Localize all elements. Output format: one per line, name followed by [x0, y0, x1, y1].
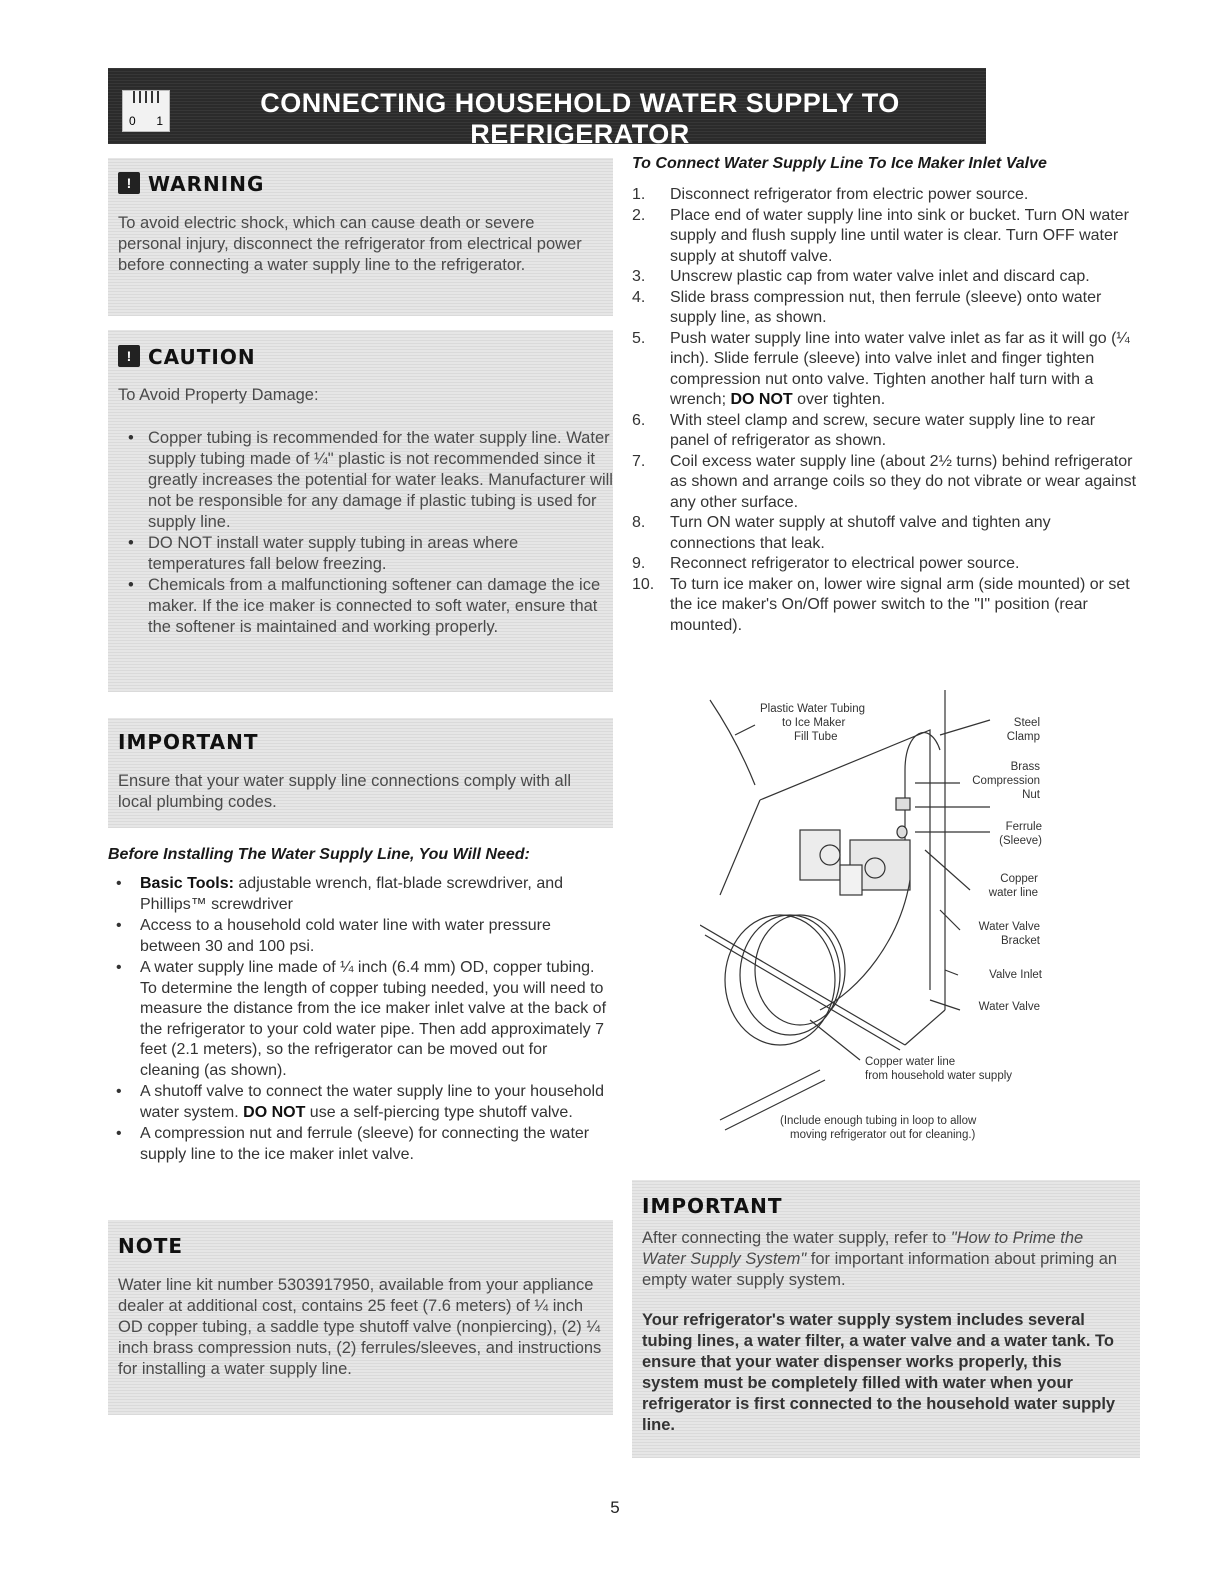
caution-list	[126, 428, 618, 638]
important-text: Ensure that your water supply line connections comply with all local plumbing codes.	[118, 772, 572, 811]
label-valve-inlet: Valve Inlet	[989, 969, 1042, 981]
caution-item: • Copper tubing is recommended for the water supply line. Water supply tubing made of ¼" plastic is not recommended since it greatly increases the potential for water leaks. Manufacturer will not be responsible for any damage if plastic tubing is used for supply line.	[148, 428, 618, 533]
warning-title: WARNING	[148, 172, 265, 196]
connect-heading: To Connect Water Supply Line To Ice Maker Inlet Valve	[632, 155, 1047, 172]
step-item: 6. With steel clamp and screw, secure water supply line to rear panel of refrigerator as shown.	[632, 411, 1096, 449]
step-item: 10. To turn ice maker on, lower wire signal arm (side mounted) or set the ice maker's On/Off power switch to the "I" position (rear mounted).	[632, 575, 1130, 634]
step-item: 7. Coil excess water supply line (about 2½ turns) behind refrigerator as shown and arrange coils so they do not vibrate or wear against any other surface.	[632, 452, 1137, 511]
page-number: 5	[610, 1498, 620, 1517]
label-water-valve: Water Valve	[978, 1001, 1040, 1013]
important-title: IMPORTANT	[642, 1194, 783, 1218]
caution-item: • DO NOT install water supply tubing in areas where temperatures fall below freezing.	[148, 533, 618, 575]
before-installing-heading: Before Installing The Water Supply Line, You Will Need:	[108, 846, 530, 863]
icon-label-0: 0	[129, 114, 136, 128]
warning-triangle-icon: !	[118, 345, 140, 367]
label-copper-line: Copper water line	[988, 873, 1038, 899]
label-steel-clamp: Steel Clamp	[1006, 717, 1040, 743]
warning-triangle-icon: !	[118, 172, 140, 194]
important-prime-text: After connecting the water supply, refer to "How to Prime the Water Supply System" for important information about priming an empty water supply system.	[642, 1229, 1118, 1289]
label-loop-note: (Include enough tubing in loop to allow moving refrigerator out for cleaning.)	[780, 1115, 977, 1141]
step-item: 2. Place end of water supply line into sink or bucket. Turn ON water supply and flush supply line until water is clear. Turn OFF water supply at shutoff valve.	[632, 206, 1129, 265]
list-item: • A shutoff valve to connect the water supply line to your household water system. DO NOT use a self-piercing type shutoff valve.	[108, 1082, 608, 1123]
warning-box	[108, 158, 613, 316]
step-item: 3. Unscrew plastic cap from water valve inlet and discard cap.	[632, 268, 1090, 285]
label-copper-household: Copper water line from household water supply	[865, 1056, 1013, 1082]
label-valve-bracket: Water Valve Bracket	[978, 921, 1040, 947]
water-valve-diagram	[700, 690, 1060, 1160]
caution-item: • Chemicals from a malfunctioning softener can damage the ice maker. If the ice maker is connected to soft water, ensure that the softener is maintained and working properly.	[148, 575, 618, 638]
label-plastic-tubing: Plastic Water Tubing to Ice Maker Fill Tube	[760, 703, 866, 743]
warning-text: To avoid electric shock, which can cause death or severe personal injury, disconnect the refrigerator from electrical power before connecting a water supply line to the refrigerator.	[118, 214, 582, 274]
connect-steps	[632, 185, 1137, 636]
step-item: 9. Reconnect refrigerator to electrical power source.	[632, 555, 1020, 572]
important-box	[108, 718, 613, 828]
note-text: Water line kit number 5303917950, available from your appliance dealer at additional cost, contains 25 feet (7.6 meters) of ¼ inch OD copper tubing, a saddle type shutoff valve (nonpiercing), (2) ¼ inch brass compression nuts, (2) ferrules/sleeves, and instructions for installing a water supply line.	[118, 1276, 602, 1378]
list-item: • Access to a household cold water line with water pressure between 30 and 100 psi.	[108, 916, 608, 957]
important-box-prime	[632, 1180, 1140, 1458]
list-item: • A water supply line made of ¼ inch (6.4 mm) OD, copper tubing. To determine the length of copper tubing needed, you will need to measure the distance from the ice maker inlet valve at the back of the refrigerator to your cold water pipe. Then add approximately 7 feet (2.1 meters), so the refrigerator can be moved out for cleaning (as shown).	[108, 958, 608, 1081]
step-item: 5. Push water supply line into water valve inlet as far as it will go (¼ inch). Slide ferrule (sleeve) into valve inlet and finger tighten compression nut onto valve. Tighten another half turn with a wrench; DO NOT over tighten.	[632, 329, 1130, 408]
label-ferrule: Ferrule (Sleeve)	[999, 821, 1042, 847]
caution-subtitle: To Avoid Property Damage:	[118, 386, 319, 404]
list-item: • A compression nut and ferrule (sleeve) for connecting the water supply line to the ice maker inlet valve.	[108, 1124, 608, 1165]
list-item: • Basic Tools: adjustable wrench, flat-blade screwdriver, and Phillips™ screwdriver	[108, 874, 608, 915]
caution-box	[108, 330, 613, 692]
water-supply-step-icon	[122, 90, 170, 132]
caution-title: CAUTION	[148, 345, 256, 369]
step-item: 1. Disconnect refrigerator from electric power source.	[632, 186, 1029, 203]
page-title: CONNECTING HOUSEHOLD WATER SUPPLY TO REFRIGERATOR	[260, 88, 900, 149]
icon-label-1: 1	[156, 114, 163, 128]
note-box	[108, 1220, 613, 1415]
before-installing-list	[108, 874, 608, 1166]
step-item: 4. Slide brass compression nut, then ferrule (sleeve) onto water supply line, as shown.	[632, 288, 1102, 326]
step-item: 8. Turn ON water supply at shutoff valve and tighten any connections that leak.	[632, 514, 1051, 552]
note-title: NOTE	[118, 1234, 184, 1258]
label-brass-nut: Brass Compression Nut	[972, 761, 1040, 801]
important-title: IMPORTANT	[118, 730, 259, 754]
important-prime-bold-text: Your refrigerator's water supply system includes several tubing lines, a water filter, a water valve and a water tank. To ensure that your water dispenser works properly, this system must be completely filled with water when your refrigerator is first connected to the household water supply line.	[642, 1311, 1116, 1434]
